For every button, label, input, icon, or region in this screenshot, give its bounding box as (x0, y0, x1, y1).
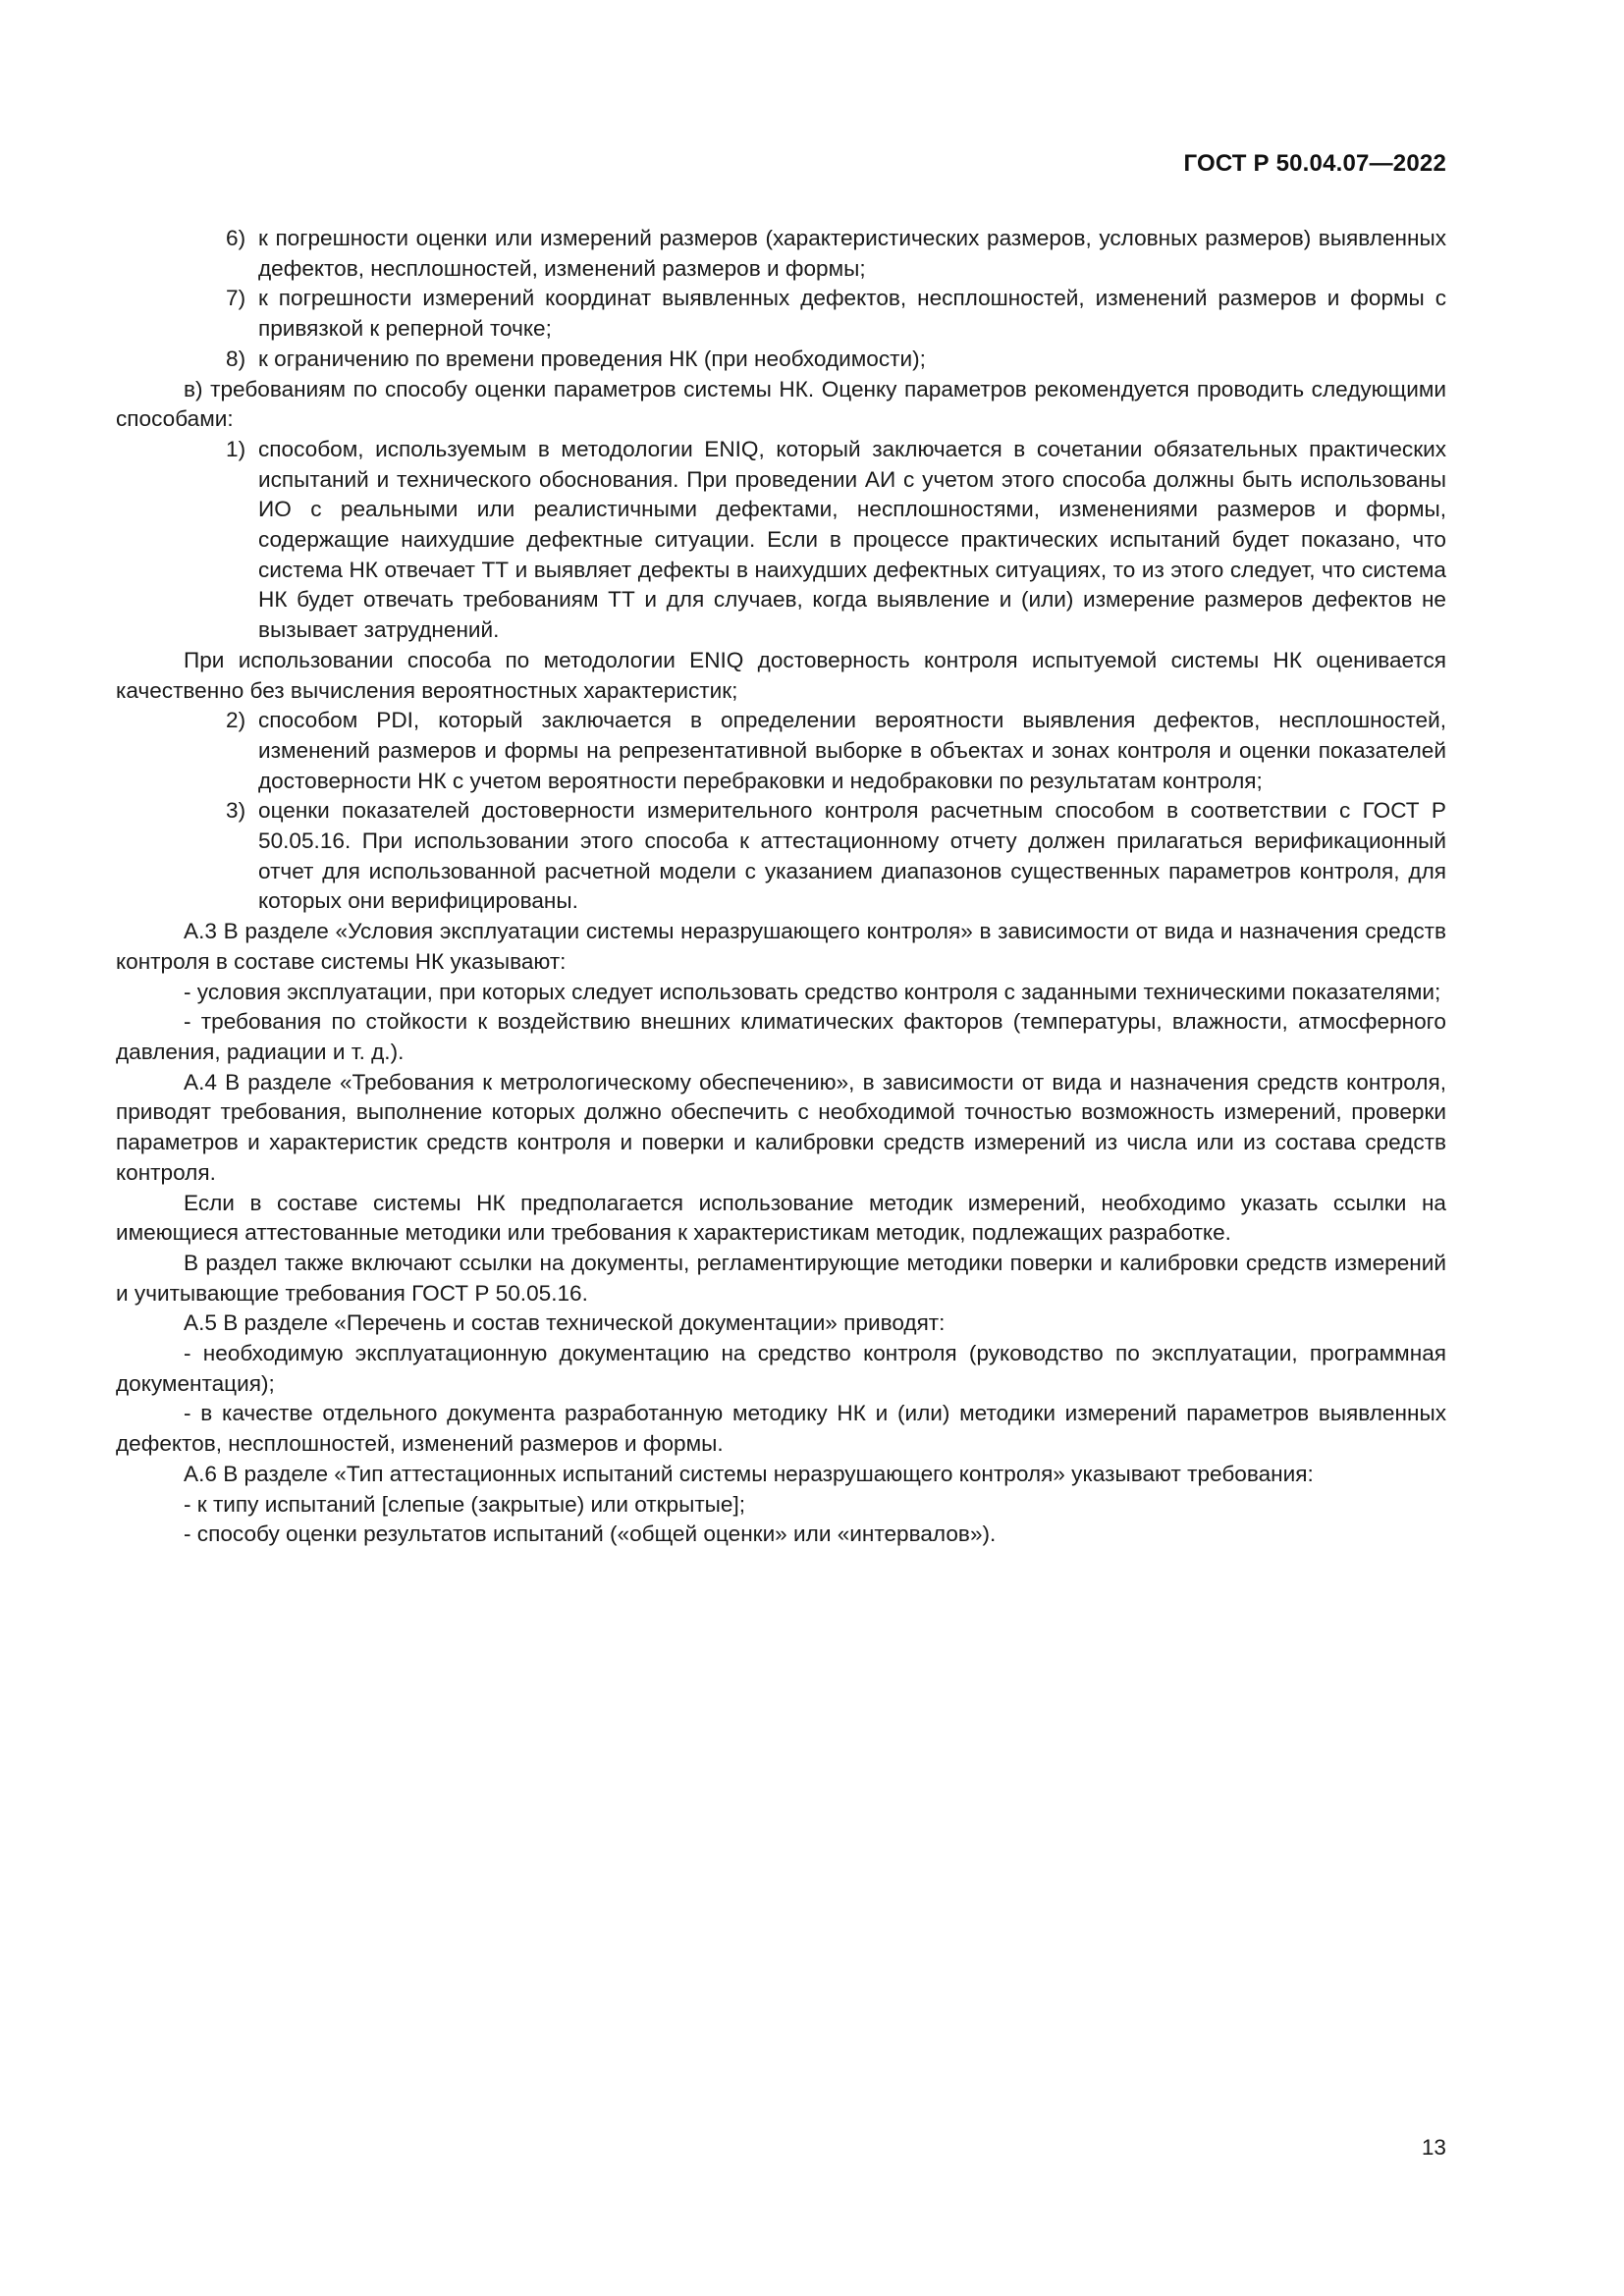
paragraph: Если в составе системы НК предполагается использование методик измерений, необходимо указать ссылки на имеющиеся аттестованные методики или требования к характеристикам методик, подлежащих разработке. (116, 1190, 1446, 1246)
document-body (116, 224, 1446, 1550)
document-header: ГОСТ Р 50.04.07—2022 (1183, 150, 1446, 177)
item-number: 6) (226, 226, 246, 250)
paragraph: - необходимую эксплуатационную документацию на средство контроля (руководство по эксплуатации, программная документация); (116, 1341, 1446, 1396)
paragraph-a6: А.6 В разделе «Тип аттестационных испытаний системы неразрушающего контроля» указывают требования: (184, 1461, 1314, 1486)
item-number: 8) (226, 346, 246, 371)
paragraph-a4: А.4 В разделе «Требования к метрологическому обеспечению», в зависимости от вида и назначения средств контроля, приводят требования, выполнение которых должно обеспечить с необходимой точностью возможность измерений, проверки параметров и характеристик средств контроля и поверки и калибровки средств измерений из числа или из состава средств контроля. (116, 1069, 1446, 1185)
paragraph-a3: А.3 В разделе «Условия эксплуатации системы неразрушающего контроля» в зависимости от вида и назначения средств контроля в составе системы НК указывают: (116, 919, 1446, 974)
item-text: способом PDI, который заключается в определении вероятности выявления дефектов, несплошностей, изменений размеров и формы на репрезентативной выборке в объектах и зонах контроля и оценки показателей достоверности НК с учетом вероятности перебраковки и недобраковки по результатам контроля; (258, 708, 1446, 793)
page-number: 13 (1421, 2135, 1446, 2160)
paragraph: - способу оценки результатов испытаний («общей оценки» или «интервалов»). (184, 1522, 997, 1547)
item-number: 2) (226, 708, 246, 733)
item-number: 7) (226, 286, 246, 311)
list-item (116, 224, 1446, 284)
list-item (116, 435, 1446, 646)
paragraph: - в качестве отдельного документа разработанную методику НК и (или) методики измерений параметров выявленных дефектов, несплошностей, изменений размеров и формы. (116, 1401, 1446, 1457)
item-text: к погрешности измерений координат выявленных дефектов, несплошностей, изменений размеров и формы с привязкой к реперной точке; (258, 286, 1446, 342)
list-item (116, 706, 1446, 796)
list-item (116, 345, 1446, 375)
item-text: оценки показателей достоверности измерительного контроля расчетным способом в соответствии с ГОСТ Р 50.05.16. При использовании этого способа к аттестационному отчету должен прилагаться верификационный отчет для использованной расчетной модели с указанием диапазонов существенных параметров контроля, для которых они верифицированы. (258, 798, 1446, 914)
item-text: к ограничению по времени проведения НК (при необходимости); (258, 346, 926, 371)
paragraph: При использовании способа по методологии ENIQ достоверность контроля испытуемой системы НК оценивается качественно без вычисления вероятностных характеристик; (116, 647, 1446, 703)
list-item (116, 284, 1446, 344)
item-text: способом, используемым в методологии ENIQ, который заключается в сочетании обязательных практических испытаний и технического обоснования. При проведении АИ с учетом этого способа должны быть использованы ИО с реальными или реалистичными дефектами, несплошностями, изменениями размеров и формы, содержащие наихудшие дефектные ситуации. Если в процессе практических испытаний будет показано, что система НК отвечает ТТ и выявляет дефекты в наихудших дефектных ситуациях, то из этого следует, что система НК будет отвечать требованиям ТТ и для случаев, когда выявление и (или) измерение размеров дефектов не вызывает затруднений. (258, 436, 1446, 643)
list-item (116, 796, 1446, 917)
paragraph: - требования по стойкости к воздействию внешних климатических факторов (температуры, влажности, атмосферного давления, радиации и т. д.). (116, 1009, 1446, 1064)
paragraph-a5: А.5 В разделе «Перечень и состав технической документации» приводят: (184, 1310, 946, 1336)
item-number: 1) (226, 436, 246, 461)
paragraph: - к типу испытаний [слепые (закрытые) или открытые]; (184, 1491, 746, 1517)
item-number: 3) (226, 798, 246, 824)
paragraph: В раздел также включают ссылки на документы, регламентирующие методики поверки и калибровки средств измерений и учитывающие требования ГОСТ Р 50.05.16. (116, 1250, 1446, 1306)
paragraph: - условия эксплуатации, при которых следует использовать средство контроля с заданными техническими показателями; (184, 979, 1441, 1004)
paragraph: в) требованиям по способу оценки параметров системы НК. Оценку параметров рекомендуется проводить следующими способами: (116, 376, 1446, 432)
item-text: к погрешности оценки или измерений размеров (характеристических размеров, условных размеров) выявленных дефектов, несплошностей, изменений размеров и формы; (258, 226, 1446, 281)
